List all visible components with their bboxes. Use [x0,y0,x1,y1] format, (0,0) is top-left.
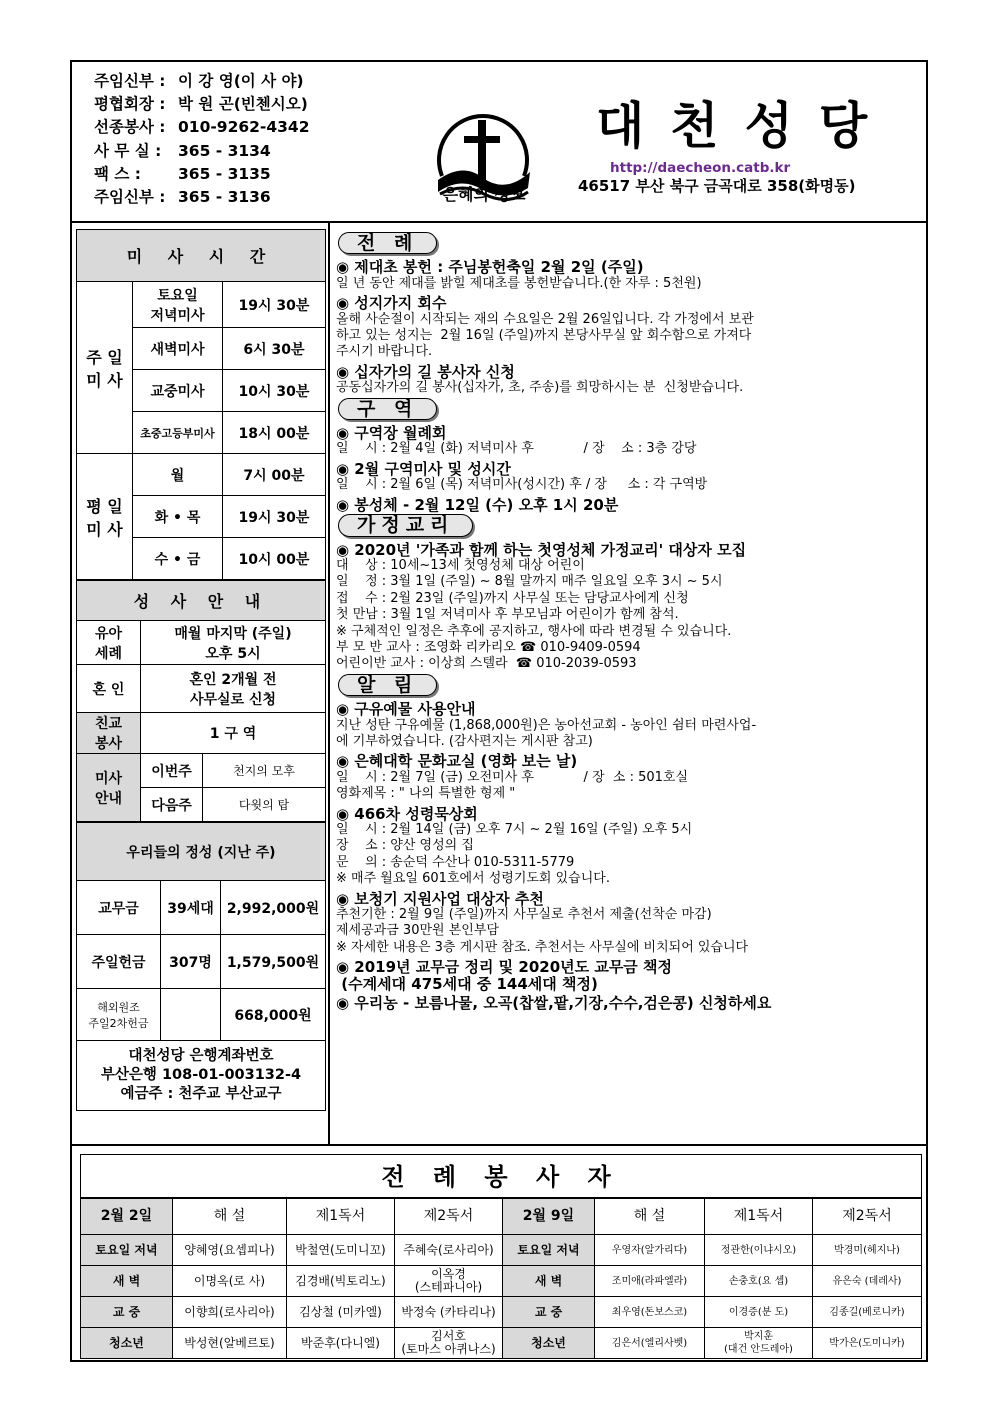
bank-line: 예금주 : 천주교 부산교구 [120,1086,282,1102]
servers-cell: 조미애(라파엘라) [595,1266,705,1297]
notice-body: 일 시 : 2월 4일 (화) 저녁미사 후 / 장 소 : 3층 강당 [336,441,697,457]
notice-heading: ◉ 2020년 '가족과 함께 하는 첫영성체 가정교리' 대상자 모집 [336,540,747,559]
contact-row: 주임신부 : 이 강 영(이 사 야) [94,72,304,90]
notice-heading: ◉ 보청기 지원사업 대상자 추천 [336,889,544,908]
liturgy-servers-panel [70,1144,928,1362]
offering-name: 교무금 [77,881,161,935]
servers-cell: 박가은(도미니카) [813,1328,922,1359]
servers-cell: 토요일 저녁 [503,1235,595,1266]
servers-cell: 박성현(알베르토) [173,1328,287,1359]
mass-time: 10시 30분 [223,370,326,412]
sacrament-table [76,580,326,822]
servers-cell: 교 중 [503,1297,595,1328]
table-row [81,1297,922,1328]
servers-cell: 박준후(다니엘) [287,1328,395,1359]
servers-cell: 토요일 저녁 [81,1235,173,1266]
notice-heading: ◉ 우리농 - 보름나물, 오곡(찹쌀,팥,기장,수수,검은콩) 신청하세요 [336,994,772,1013]
servers-header-cell: 2월 2일 [81,1199,173,1235]
offering-count: 39세대 [161,881,221,935]
servers-cell: 우영자(알가리다) [595,1235,705,1266]
church-title: 대천성당 [596,97,894,155]
servers-cell: 손충호(요 셉) [705,1266,813,1297]
weekday-mass-label: 평 일 미 사 [77,454,133,580]
notice-heading: ◉ 봉성체 - 2월 12일 (수) 오후 1시 20분 [336,495,619,514]
section-pill-announcements: 알 림 [338,674,437,696]
servers-header-cell: 해 설 [595,1199,705,1235]
offering-name: 해외원조 주일2차헌금 [77,989,161,1041]
servers-cell: 이명옥(로 사) [173,1266,287,1297]
notice-heading: ◉ 성지가지 회수 [336,294,447,313]
notice-heading: ◉ 466차 성령묵상회 [336,804,478,823]
notice-heading: ◉ 구역장 월례회 [336,424,447,443]
servers-table [80,1198,922,1359]
bank-line: 대천성당 은행계좌번호 [128,1048,274,1064]
sacrament-name: 혼 인 [77,665,141,713]
church-address: 46517 부산 북구 금곡대로 358(화명동) [578,177,856,195]
servers-cell: 정관한(이냐시오) [705,1235,813,1266]
notice-body: 일 년 동안 제대를 밝힐 제대초를 봉헌받습니다.(한 자루 : 5천원) [336,275,702,291]
bank-line: 부산은행 108-01-003132-4 [100,1067,302,1083]
notice-heading: ◉ 은혜대학 문화교실 (영화 보는 날) [336,752,578,771]
sacrament-value: 매월 마지막 (주일) 오후 5시 [141,621,326,665]
contact-row: 주임신부 : 365 - 3136 [94,188,271,207]
sacrament-header: 성 사 안 내 [77,581,326,621]
mass-guide-label: 미사 안내 [77,754,141,822]
mass-guide-name: 다음주 [141,788,203,822]
servers-cell: 주혜숙(로사리아) [395,1235,503,1266]
mass-name: 화 • 목 [133,496,223,538]
contact-row: 선종봉사 : 010-9262-4342 [94,118,310,137]
servers-cell: 유은숙 (데레사) [813,1266,922,1297]
notice-body: 일 시 : 2월 7일 (금) 오전미사 후 / 장 소 : 501호실 영화제목 : " 나의 특별한 형제 " [336,769,689,802]
servers-cell: 청소년 [81,1328,173,1359]
mass-name: 초중고등부미사 [133,412,223,454]
notice-body: 대 상 : 10세~13세 첫영성체 대상 어린이 일 정 : 3월 1일 (주일) ~ 8월 말까지 매주 일요일 오후 3시 ~ 5시 접 수 : 2월 23일 (주일)까지 사무실 또는 담당교사에게 신청 첫 만남 : 3월 1일 저녁미사 후 부모님과 어린이가 함께 참석. ※ 구체적인 일정은 추후에 공지하고, 행사에 따라 변경될 수 있습니다. 부 모 반 교사 : 조영화 리카리오 ☎ 010-9409-0594 어린이반 교사 : 이상희 스텔라 ☎ 010-2039-0593 [336,557,732,672]
table-row [81,1235,922,1266]
offering-amount: 2,992,000원 [221,881,326,935]
offering-table [76,822,326,1111]
mass-time-header: 미 사 시 간 [77,230,326,282]
notice-body: 일 시 : 2월 14일 (금) 오후 7시 ~ 2월 16일 (주일) 오후 5시 장 소 : 양산 영성의 집 문 의 : 송순덕 수산나 010-5311-5779 ※ 매주 월요일 601호에서 성령기도회 있습니다. [336,822,693,887]
servers-header-cell: 제2독서 [395,1199,503,1235]
mass-time-table [76,229,326,580]
servers-header-cell: 2월 9일 [503,1199,595,1235]
servers-cell: 김경배(빅토리노) [287,1266,395,1297]
servers-title: 전 례 봉 사 자 [80,1154,922,1198]
contact-row: 평협회장 : 박 원 곤(빈첸시오) [94,95,308,114]
servers-cell: 이향희(로사리아) [173,1297,287,1328]
mass-name: 월 [133,454,223,496]
servers-cell: 최우영(돈보스코) [595,1297,705,1328]
offering-header: 우리들의 정성 (지난 주) [77,823,326,881]
servers-header-cell: 해 설 [173,1199,287,1235]
notice-heading: ◉ 십자가의 길 봉사자 신청 [336,362,515,381]
notice-body: 추천기한 : 2월 9일 (주일)까지 사무실로 추천서 제출(선착순 마감) 제세공과금 30만원 본인부담 ※ 자세한 내용은 3층 게시판 참조. 추천서는 사무실에 비치되어 있습니다 [336,907,749,955]
notice-body: 공동십자가의 길 봉사(십자가, 초, 주송)를 희망하시는 분 신청받습니다. [336,380,744,396]
notice-body: 올해 사순절이 시작되는 재의 수요일은 2월 26일입니다. 각 가정에서 보관 하고 있는 성지는 2월 16일 (주일)까지 본당사무실 앞 회수함으로 가져다 주시기 바랍니다. [336,311,754,360]
church-url[interactable]: http://daecheon.catb.kr [610,160,791,176]
section-pill-catechism: 가정교리 [338,514,473,536]
table-row [81,1328,922,1359]
servers-cell: 박철연(도미니꼬) [287,1235,395,1266]
mass-guide-name: 이번주 [141,754,203,788]
sunday-mass-label: 주 일 미 사 [77,282,133,454]
sacrament-value: 혼인 2개월 전 사무실로 신청 [141,665,326,713]
column-divider [328,221,330,1146]
servers-cell: 박지훈 (대건 안드레아) [705,1328,813,1359]
mass-time: 10시 00분 [223,538,326,580]
offering-amount: 1,579,500원 [221,935,326,989]
mass-time: 19시 30분 [223,496,326,538]
table-row [81,1266,922,1297]
servers-cell: 박경미(헤지나) [813,1235,922,1266]
main-content [70,221,928,1146]
servers-header-cell: 제1독서 [287,1199,395,1235]
mass-name: 수 • 금 [133,538,223,580]
offering-count: 307명 [161,935,221,989]
servers-cell: 양혜영(요셉피나) [173,1235,287,1266]
notice-heading: ◉ 제대초 봉헌 : 주님봉헌축일 2월 2일 (주일) [336,258,644,277]
mass-time: 19시 30분 [223,282,326,328]
servers-cell: 김상철 (미카엘) [287,1297,395,1328]
notice-heading: ◉ 구유예물 사용안내 [336,700,476,719]
contact-list [94,70,310,209]
servers-cell: 김은서(엘리사벳) [595,1328,705,1359]
section-pill-liturgy: 전 례 [338,232,437,254]
mass-name: 토요일 저녁미사 [133,282,223,328]
servers-cell: 새 벽 [81,1266,173,1297]
section-pill-district: 구 역 [338,398,437,420]
servers-cell: 청소년 [503,1328,595,1359]
servers-cell: 김종길(베로니카) [813,1297,922,1328]
servers-cell: 교 중 [81,1297,173,1328]
mass-name: 새벽미사 [133,328,223,370]
servers-cell: 김서호 (토마스 아퀴나스) [395,1328,503,1359]
notice-heading: ◉ 2월 구역미사 및 성시간 [336,459,511,478]
contact-row: 팩 스 : 365 - 3135 [94,164,271,183]
page-header [70,60,928,223]
contact-row: 사 무 실 : 365 - 3134 [94,141,271,160]
bank-account-info [77,1041,326,1111]
servers-header-cell: 제2독서 [813,1199,922,1235]
right-column [336,231,926,1011]
mass-time: 18시 00분 [223,412,326,454]
mass-time: 6시 30분 [223,328,326,370]
servers-header-cell: 제1독서 [705,1199,813,1235]
offering-name: 주일헌금 [77,935,161,989]
mass-time: 7시 00분 [223,454,326,496]
offering-count [161,989,221,1041]
mass-name: 교중미사 [133,370,223,412]
mass-guide-value: 천지의 모후 [203,754,326,788]
logo-caption: 은혜의 성모 [442,185,526,204]
servers-cell: 이옥경 (스테파니아) [395,1266,503,1297]
sacrament-value: 1 구 역 [141,713,326,754]
sacrament-name: 유아 세례 [77,621,141,665]
notice-body: 일 시 : 2월 6일 (목) 저녁미사(성시간) 후 / 장 소 : 각 구역방 [336,477,708,493]
notice-heading: ◉ 2019년 교무금 정리 및 2020년도 교무금 책정 (수계세대 475세대 중 144세대 책정) [336,958,673,993]
mass-guide-value: 다윗의 탑 [203,788,326,822]
offering-amount: 668,000원 [221,989,326,1041]
left-column [76,229,326,1111]
servers-cell: 새 벽 [503,1266,595,1297]
sacrament-name: 친교 봉사 [77,713,141,754]
servers-cell: 박정숙 (카타리나) [395,1297,503,1328]
notice-body: 지난 성탄 구유예물 (1,868,000원)은 농아선교회 - 농아인 쉼터 마련사업- 에 기부하였습니다. (감사편지는 게시판 참고) [336,717,757,749]
servers-cell: 이경증(분 도) [705,1297,813,1328]
